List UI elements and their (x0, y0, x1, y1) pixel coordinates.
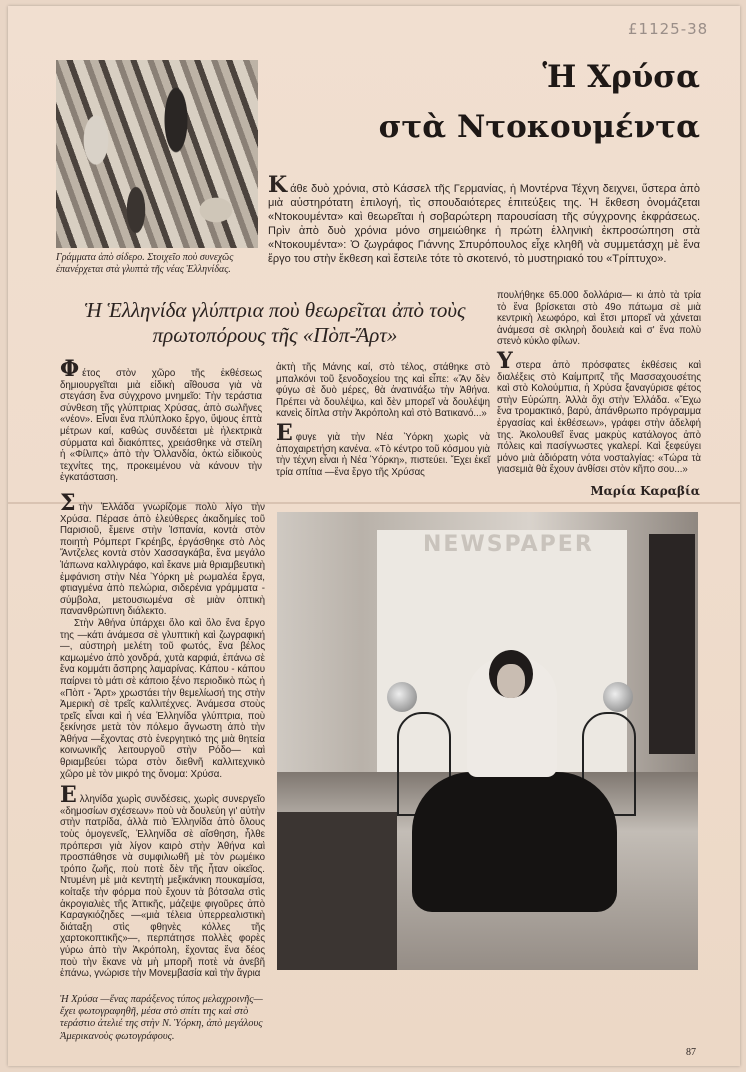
drop-cap: Ε (276, 419, 293, 446)
newspaper-sign: NEWSPAPER (423, 532, 594, 557)
top-image-caption: Γράμματα ἀπὸ σίδερο. Στοιχεῖο ποὺ συνεχῶς ἐπανέρχεται στὰ γλυπτὰ τῆς νέας Ἑλληνίδας. (56, 252, 234, 275)
drop-cap: Ε (60, 782, 77, 809)
headline-line-2: στὰ Ντοκουμέντα (378, 109, 700, 145)
handwritten-note: £1125-38 (628, 20, 709, 38)
column-1-bottom (60, 490, 265, 986)
iron-letters-photo (56, 60, 258, 248)
lamp (387, 682, 417, 712)
headline-line-1: Ἡ Χρύσα (542, 59, 700, 95)
paragraph: τὴν Ἑλλάδα γνωρίζομε πολὺ λίγο τὴν Χρύσα. Πέρασε ἀπὸ ἐλεύθερες ἀκαδημίες τοῦ Παρισιοῦ, ἔμεινε στὴν Ἱσπανία, κοντὰ στὸν ποιητὴ Ρόμπερτ Γκρέηβς, ἐργάσθηκε στὸ Λὸς Ἄντζελες κοντὰ στὸν Χασσαγκάβα, ἕνα μεγάλο Ἰάπωνα καλλιγράφο, καὶ ἔκανε μιὰ θριαμβευτικὴ ἐμφάνιση στὴν Νέα Ὑόρκη μὲ ρωμαλέα ἔργα, φτιαγμένα ἀπὸ πελώρια, σιδερένια γράμματα - σύμβολα, μετουσιωμένα σὲ μιὰν ὀπτικὴ πανανθρώπινη διάλεκτο. (60, 502, 265, 618)
drop-cap: Φ (60, 356, 80, 382)
headline (270, 52, 700, 152)
intro-text: άθε δυὸ χρόνια, στὸ Κάσσελ τῆς Γερμανίας, ἡ Μοντέρνα Τέχνη δειχνει, ὕστερα ἀπὸ μιὰ αὐστηρότατη ἐπιλογή, τὶς σπουδαιότερες ἐπιτεύξεις της. Ἡ ἔκθεση ὀνομάζεται «Ντοκουμέντα» καὶ θεωρεῖται ἡ σοβαρώτερη παρουσίαση τῆς σύγχρονης ἐκφράσεως. Πρὶν ἀπὸ δυὸ χρόνια μόνο σημειώθηκε ἡ πρώτη ἑλληνικὴ ἐκπροσώπηση στὰ «Ντοκουμέντα»: Ὁ ζωγράφος Γιάννης Σπυρόπουλος εἶχε κληθῆ νὰ συμμετάσχη μὲ ἕνα ἔργο του στὴν ἔκθεση καὶ ἔστειλε τότε τὸ σκοτεινό, τὸ μυστηριακό του «Τρίπτυχο». (268, 183, 700, 265)
drop-cap: Υ (497, 347, 513, 374)
page-number: 87 (686, 1047, 696, 1058)
person-legs (412, 772, 617, 912)
lamp (603, 682, 633, 712)
column-2 (276, 362, 490, 484)
column-1-top (60, 356, 262, 490)
paragraph: Στὴν Ἀθήνα ὑπάρχει ὅλο καὶ ὅλο ἕνα ἔργο της —κάτι ἀνάμεσα σὲ γλυπτικὴ καὶ ζωγραφική—, αὐστηρὴ μελέτη τοῦ φωτός, ἕνα βέλος καμωμένο ἀπὸ χονδρά, χυτὰ καρφιά, ἐπάνω σὲ ἕνα κομμάτι ἄσπρης λαμαρίνας. Κάπου - κάπου παίρνει τὸ μάτι σὲ κάποιο ξένο περιοδικὸ πὼς ἡ «Πὸπ - Ἄρτ» χρωστάει τὴν θεμελίωσή της στὴν Ἀμερικὴ σὲ τρεῖς καλλιτέχνες. Ἀνάμεσα στοὺς τρεῖς εἶναι καὶ ἡ νέα Ἑλληνίδα γλύπτρια, ποὺ ξεκίνησε μετὰ τὸν πόλεμο ἄγνωστη ἀπὸ τὴν Ἀθήνα —ἔχοντας στὸ ἐνεργητικό της μιὰ θητεία κοινωνικῆς λειτουργοῦ στὴν Ρόδο— καὶ θριαμβεύει τώρα στὸν διεθνῆ καλλιτεχνικὸ χῶρο μὲ τὸν μικρό της ὄνομα: Χρύσα. (60, 617, 265, 780)
intro-paragraph (268, 172, 700, 266)
paragraph: φυγε γιὰ τὴν Νέα Ὑόρκη χωρὶς νὰ ἀποχαιρετήση κανένα. «Τὸ κέντρο τοῦ κόσμου γιὰ τὴν τέχνη εἶναι ἡ Νέα Ὑόρκη», πιστεύει. Ἔχει ἐκεῖ τρία σπίτια —ἕνα ἔργο τῆς Χρύσας (276, 431, 490, 478)
author-byline: Μαρία Καραβία (590, 484, 700, 498)
paragraph: στερα ἀπὸ πρόσφατες ἐκθέσεις καὶ διαλέξεις στὸ Καίμπριτζ τῆς Μασσαχουσέτης καὶ στὸ Κολούμπια, ἡ Χρύσα ξαναγύρισε φέτος στὴν Εὐρώπη. Ἀλλὰ ὄχι στὴν Ἑλλάδα. «Ἔχω ἕνα τρομακτικό, βαρύ, ἀπάνθρωπο πρόγραμμα ἐργασίας καὶ ἐκθέσεων», γράφει στὴν ἀδελφή της. Ἀκολουθεῖ ἕνας μακρὺς κατάλογος ἀπὸ πόλεις καὶ πασίγνωστες γκαλερί. Καὶ ξεφεύγει μόνο μιὰ ἀδιόρατη νότα νοσταλγίας: «Τώρα τὰ γιασεμιὰ θὰ ἔχουν ἀνθίσει στὸν κῆπο σου...» (497, 359, 701, 476)
artist-studio-photo (277, 512, 698, 970)
paragraph: πουλήθηκε 65.000 δολλάρια— κι ἀπὸ τὰ τρία τὸ ἕνα βρίσκεται στὸ 49ο πάτωμα σὲ μιὰ κεντρικὴ λεωφόρο, καὶ ἔτσι μπορεῖ νὰ χάνεται ἀνάμεσα σὲ σκληρὴ δουλειὰ καὶ σ' ἕνα πολὺ στενὸ κύκλο φίλων. (497, 290, 701, 348)
column-3 (497, 290, 701, 482)
paragraph: έτος στὸν χῶρο τῆς ἐκθέσεως δημιουργεῖται μιὰ εἰδικὴ αἴθουσα γιὰ νὰ στεγάση ἕνα σύγχρονο μνημεῖο: Τὴν τεράστια σύνθεση τῆς γλύπτριας Χρύσας, ἀπὸ σωλῆνες «νέον». Εἶναι ἕνα πλύπλοκο ἔργο, ὕψους ἑπτὰ μέτρων καί, καθὼς συνδέεται μὲ ἠλεκτρικὰ σύρματα καὶ διακόπτες, χρειάσθηκε νὰ στείλη ἡ «Φίλιπς» ἀπὸ τὴν Ὁλλανδία, ὀκτὼ εἰδικοὺς τεχνίτες της, προκειμένου νὰ κάνουν τὴν ἐγκατάσταση. (60, 368, 262, 484)
photo-furniture (277, 812, 397, 970)
photo-doorway (649, 534, 695, 754)
person-face (497, 664, 525, 698)
drop-cap: Σ (60, 490, 76, 516)
drop-cap: Κ (268, 172, 288, 198)
subheadline: Ἡ Ἑλληνίδα γλύπτρια ποὺ θεωρεῖται ἀπὸ τοὺς πρωτοπόρους τῆς «Πὸπ-Ἄρτ» (84, 298, 466, 347)
photo-caption: Ἡ Χρύσα —ἕνας παράξενος τύπος μελαχροινῆς— ἔχει φωτογραφηθῆ, μέσα στὸ σπίτι της καὶ στὸ τεράστιο ἀτελιέ της στὴν Ν. Ὑόρκη, ἀπὸ μεγάλους Ἀμερικανοὺς φωτογράφους. (60, 994, 263, 1042)
paragraph: λληνίδα χωρὶς συνδέσεις, χωρὶς συνεργεῖο «δημοσίων σχέσεων» ποὺ νὰ δουλεύη γι' αὐτὴν στὴν πατρίδα, ἀλλὰ πιὸ Ἑλληνίδα ἀπὸ ὅλους τοὺς ὁμογενεῖς, Ἑλληνίδα σὲ αἴσθηση, ἦλθε πρόπερσι γιὰ λίγον καιρὸ στὴν Ἀθήνα καὶ προσπάθησε νὰ συμφιλιωθῆ μὲ τὸν ρωμέικο τρόπο ζωῆς, ποὺ ποτὲ δὲν τῆς ἦταν οἰκεῖος. Ντυμένη μὲ μιὰ κεντητὴ μεξικάνικη πουκαμίσα, κοίταξε τὴν φόρμα ποὺ ἔχουν τὰ βότσαλα στὶς ἀκρογιαλιὲς τῆς Ἀττικῆς, μάζεψε φιγοῦρες ἀπὸ Καραγκιόζηδες —«μιὰ τέλεια ὑπερρεαλιστικὴ διάταξη στὶς φθηνὲς κόλλες τῆς χαρτοκοπτικῆς»—, περπάτησε πολλὲς φορὲς γύρω ἀπὸ τὴν Ἀκρόπολη, ἔχοντας ἕνα δέος ποὺ τὴν ἔκανε νὰ μὴ μπορῆ ποτὲ νὰ ἀνεβῆ ἐπάνω, γνώρισε τὴν Μονεμβασία καὶ τὴν ἄγρια (60, 794, 265, 980)
paragraph: ἀκτὴ τῆς Μάνης καί, στὸ τέλος, στάθηκε στὸ μπαλκόνι τοῦ ξενοδοχείου της καὶ εἶπε: «Ἂν δὲν φύγω σὲ δυὸ μέρες, θὰ ἀνατινάξω τὴν Ἀθήνα. Πρέπει νὰ δουλέψω, καὶ δὲν μπορεῖ νὰ δουλέψη κανεὶς δίπλα στὴν Ἀκρόπολη καὶ στὸ Βατικανό...» (276, 362, 490, 420)
